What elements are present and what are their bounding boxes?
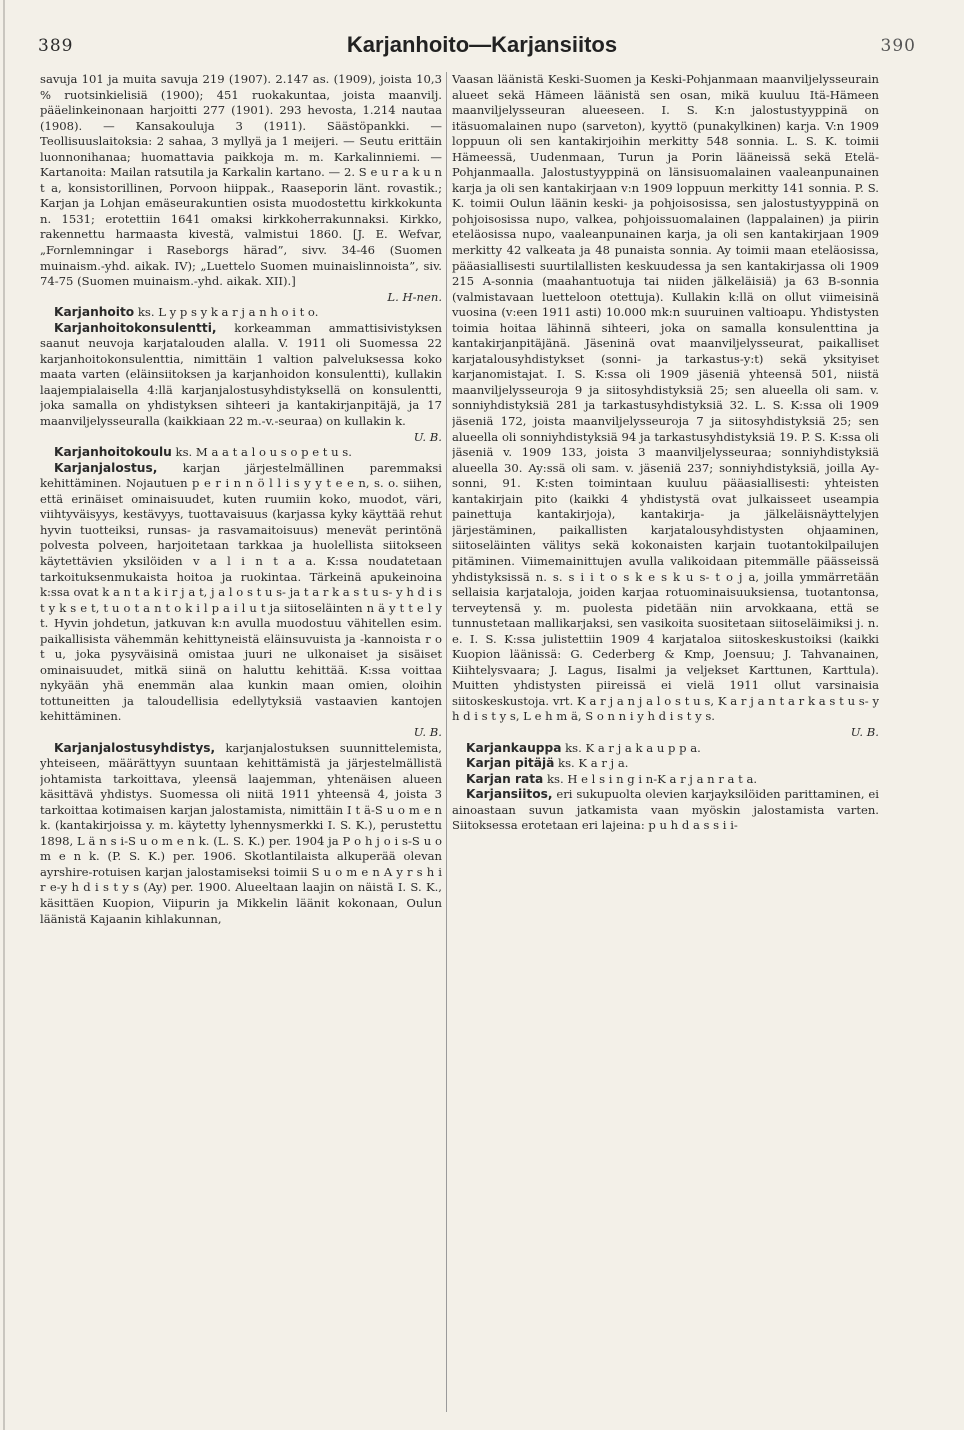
- headword: Karjanjalostusyhdistys,: [54, 740, 216, 755]
- entry-karjan-rata: [452, 772, 879, 788]
- entry-karjanhoitokonsulentti: [40, 321, 442, 430]
- author-signature: U. B.: [850, 724, 879, 739]
- entry-text: ks. H e l s i n g i n-K a r j a n r a t a.: [543, 771, 758, 786]
- author-signature: L. H-nen.: [387, 289, 442, 304]
- entry-text: ks. L y p s y k a r j a n h o i t o.: [134, 305, 319, 320]
- headword: Karjankauppa: [466, 740, 562, 755]
- headword: Karjan pitäjä: [466, 756, 555, 771]
- headword: Karjan rata: [466, 771, 544, 786]
- article-continuation: savuja 101 ja muita savuja 219 (1907). 2.147 as. (1909), joista 10,3 % ruotsinkielisiä (1900); 451 ruokakuntaa, joista maanvilj. pääelinkeinonaan harjoitti 277 (1901). 293 hevosta, 1.214 nautaa (1908). — Kansakouluja 3 (1911). Säästöpankki. — Teollisuuslaitoksia: 2 sahaa, 3 myllyä ja 1 meijeri. — Seutu erittäin luonnonihanaa; huomattavia paikkoja m. m. Karkalinniemi. — Kartanoita: Mailan ratsutila ja Karkalin kartano. — 2. S e u r a k u n t a, konsistorillinen, Porvoon hiippak., Raaseporin länt. rovastik.; Karjan ja Lohjan emäseurakuntien osista muodostettu kirkkokunta n. 1531; erotettiin 1641 omaksi kirkkoherrakunnaksi. Kirkko, rakennettu harmaasta kivestä, valmistui 1860. [J. E. Wefvar, „Fornlemningar i Raseborgs härad”, sivv. 34-46 (Suomen muinaism.-yhd. aikak. IV); „Luettelo Suomen muinaislinnoista”, siv. 74-75 (Suomen muinaism.-yhd. aikak. XII).]: [40, 72, 442, 289]
- headword: Karjanjalostus,: [54, 460, 158, 475]
- entry-text: korkeamman ammattisivistyksen saanut neuvoja karjatalouden alalla. V. 1911 oli Suomessa 22 karjanhoitokonsulenttia, nimittäin 1 valtion palveluksessa koko maata varten (eläinsiitoksen ja karjanhoidon konsulentti), kullakin laajempialaisella 4:llä karjanjalostusyhdistyksellä on konsulentti, joka samalla on yhdistyksen sihteeri ja kantakirjanpitäjä, ja 17 maanviljelysseuralla (kaikkiaan 22 m.-v.-seuraa) on kullakin k.: [40, 320, 442, 429]
- headword: Karjanhoitokoulu: [54, 445, 172, 460]
- entry-karjan-pitaja: [452, 756, 879, 772]
- right-column: [452, 72, 879, 1412]
- entry-text: eri sukupuolta olevien karjayksilöiden parittaminen, ei ainoastaan suvun jatkamista vaan myöskin jalostamista varten. Siitoksessa erotetaan eri lajeina: p u h d a s s i i-: [452, 787, 879, 833]
- article-continuation: Vaasan läänistä Keski-Suomen ja Keski-Pohjanmaan maanviljelysseurain alueet sekä Hämeen läänistä sen osan, mikä kuuluu Itä-Hämeen maanviljelysseuran alueeseen. I. S. K:n jalostustyyppinä on itäsuomalainen nupo (sarveton), kyyttö (punakylkinen) karja. V:n 1909 loppuun oli sen kantakirjoihin merkitty 548 sonnia. L. S. K. toimii Hämeessä, Uudenmaan, Turun ja Porin lääneissä sekä Etelä-Pohjanmaalla. Jalostustyyppinä on länsisuomalainen vaaleanpunainen karja ja oli sen kantakirjaan v:n 1909 loppuun merkitty 141 sonnia. P. S. K. toimii Oulun läänin keski- ja pohjoisosissa, sen jalostustyyppinä on pohjoisosissa nupo, valkea, pohjoissuomalainen (lappalainen) ja piirin eteläosissa nupo, vaaleanpunainen karja, ja oli sen kantakirjaan 1909 merkitty 42 valkeata ja 48 punaista sonnia. Ay toimii maan eteläosissa, pääasiallisesti suurtilallisten keskuudessa ja sen kantakirjassa oli 1909 215 A-sonnia (maahantuotuja tai niiden jälkeläisiä) ja 63 B-sonnia (valmistavaan luetteloon otettuja). Kullakin k:llä on ollut viimeisinä vuosina (v:een 1911 asti) 10.000 mk:n suuruinen valtioapu. Yhdistysten toimia hoitaa lähinnä sihteeri, joka on samalla konsulenttina ja kantakirjanpitäjänä. Jäseninä ovat maanviljelysseurat, paikalliset karjatalousyhdistykset (sonni- ja tarkastus-y:t) sekä yksityiset karjanomistajat. I. S. K:ssa oli 1909 jäseniä yhteensä 501, niistä maanviljelysseuroja 9 ja siitosyhdistyksiä 25; sen alueella oli sam. v. sonniyhdistyksiä 281 ja tarkastusyhdistyksiä 32. L. S. K:ssa oli 1909 jäseniä 172, joista maanviljelysseuroja 7 ja siitosyhdistyksiä 25; sen alueella oli sonniyhdistyksiä 94 ja tarkastusyhdistyksiä 19. P. S. K:ssa oli jäseniä v. 1909 133, joista 3 maanviljelysseuraa; sonniyhdistyksiä alueella 30. Ay:ssä oli sam. v. jäseniä 237; sonniyhdistyksiä, joilla Ay-sonni, 91. K:sten toimintaan kuuluu pääasiallisesti: yhteisten kantakirjain pito (kaikki 4 yhdistystä ovat julkaisseet useampia painettuja kantakirjoja), kantakirja- ja jälkeläisnäyttelyjen järjestäminen, paikallisten karjatalousyhdistysten ohjaaminen, siitoseläinten välitys sekä kokonaisten karjain tuotantokilpailujen pitäminen. Viimemainittujen avulla valikoidaan pitemmälle päässeissä yhdistyksissä n. s. s i i t o s k e s k u s- t o j a, joilla ymmärretään sellaisia karjataloja, joiden karjaa rotuominaisuuksiensa, tuotantonsa, terveytensä y. m. puolesta pidetään niin arvokkaana, että se tunnustetaan mallikarjaksi, sen vasikoita suositetaan siitoseläimiksi j. n. e. I. S. K:ssa julistettiin 1909 4 karjataloa siitoskeskustoiksi (kaikki Kuopion läänissä: G. Cederberg & Kmp, Joensuu; J. Tahvanainen, Kiihtelysvaara; J. Lagus, Iisalmi ja veljekset Karttunen, Karttula). Muitten yhdistysten piireissä ei vielä 1911 ollut varsinaisia siitoskeskustoja. vrt. K a r j a n j a l o s t u s, K a r j a n t a r k a s t u s- y h d i s t y s, L e h m ä, S o n n i y h d i s t y s.: [452, 72, 879, 724]
- author-signature: U. B.: [413, 429, 442, 444]
- entry-text: ks. K a r j a.: [554, 756, 629, 771]
- entry-text: karjan järjestelmällinen paremmaksi kehittäminen. Nojautuen p e r i n n ö l l i s y y t e e n, s. o. siihen, että erinäiset ominaisuudet, kuten ruumiin koko, muodot, väri, viihtyväisyys, kestävyys, tuottavaisuus (karjassa kyky käyttää rehut hyvin tuotteiksi, runsas- ja rasvamaitoisuus) menevät perintönä polvesta polveen, harjoitetaan tarkkaa ja huolellista siitokseen käytettävien yksilöiden v a l i n t a a. K:ssa noudatetaan tarkoituksenmukaista hoitoa ja ruokintaa. Tärkeinä apukeinoina k:ssa ovat k a n t a k i r j a t, j a l o s t u s- ja t a r k a s t u s- y h d i s t y k s e t, t u o t a n t o k i l p a i l u t ja siitoseläinten n ä y t t e l y t. Hyvin johdetun, jatkuvan k:n avulla muodostuu vähitellen esim. paikallisista vähemmän kehittyneistä eläinsuvuista ja -kannoista r o t u, joka pysyväisinä omistaa juuri ne ulkonaiset ja sisäiset ominaisuudet, mitkä siinä on haluttu kehittää. K:ssa voittaa nykyään yhä enemmän alaa kunkin maan omien, oloihin tottuneitten ja taloudellisia edellytyksiä vastaavien kantojen kehittäminen.: [40, 460, 442, 724]
- author-signature: U. B.: [413, 724, 442, 739]
- page-edge-shadow: [3, 0, 5, 1430]
- running-title: Karjanhoito—Karjansiitos: [346, 32, 618, 57]
- entry-text: ks. M a a t a l o u s o p e t u s.: [171, 445, 352, 460]
- entry-text: ks. K a r j a k a u p p a.: [561, 740, 701, 755]
- page-header: [0, 30, 964, 60]
- entry-karjanjalostusyhdistys: [40, 741, 442, 928]
- entry-karjanhoito: [40, 305, 442, 321]
- entry-karjansiitos: [452, 787, 879, 834]
- page-number-right: 390: [880, 36, 916, 56]
- headword: Karjansiitos,: [466, 787, 553, 802]
- entry-karjanjalostus: [40, 461, 442, 725]
- column-divider: [446, 72, 447, 1412]
- headword: Karjanhoitokonsulentti,: [54, 320, 217, 335]
- entry-karjankauppa: [452, 741, 879, 757]
- page-number-left: 389: [38, 36, 74, 56]
- entry-karjanhoitokoulu: [40, 445, 442, 461]
- headword: Karjanhoito: [54, 305, 135, 320]
- entry-text: karjanjalostuksen suunnittelemista, yhteiseen, määrättyyn suuntaan kehittämistä ja järjestelmällistä johtamista tarkoittava, yleensä laajemman, yhtenäisen alueen käsittävä yhdistys. Suomessa oli niitä 1911 yhteensä 4, joista 3 tarkoittaa kotimaisen karjan jalostamista, nimittäin I t ä-S u o m e n k. (kantakirjoissa y. m. käytetty lyhennysmerkki I. S. K.), perustettu 1898, L ä n s i-S u o m e n k. (L. S. K.) per. 1904 ja P o h j o i s-S u o m e n k. (P. S. K.) per. 1906. Skotlantilaista alkuperää olevan ayrshire-rotuisen karjan jalostamiseksi toimii S u o m e n A y r s h i r e-y h d i s t y s (Ay) per. 1900. Alueeltaan laajin on näistä I. S. K., käsittäen Kuopion, Viipurin ja Mikkelin läänit kokonaan, Oulun läänistä Kajaanin kihlakunnan,: [40, 740, 442, 926]
- left-column: [40, 72, 442, 1412]
